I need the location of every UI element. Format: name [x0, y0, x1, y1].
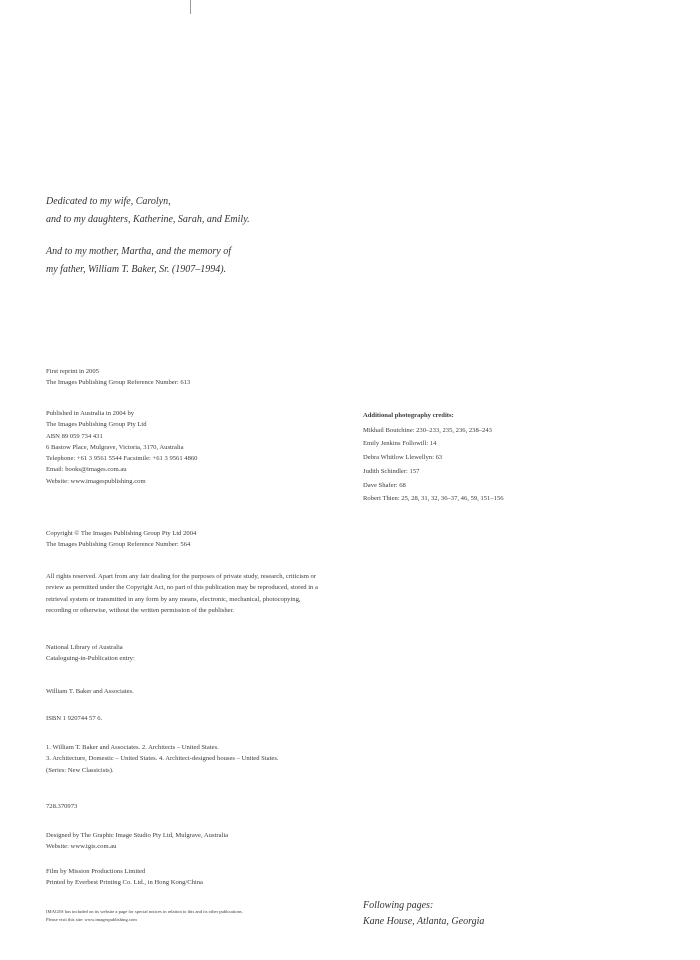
rights-statement — [46, 571, 366, 616]
text-line: All rights reserved. Apart from any fair dealing for the purposes of private study, research, criticism or — [46, 573, 317, 580]
design-credit — [46, 830, 366, 853]
copyright-info — [46, 528, 366, 551]
text-line: Website: www.imagespublishing.com — [46, 477, 146, 485]
website-notice — [46, 908, 366, 924]
text-line: review as permitted under the Copyright Act, no part of this publication may be reproduced, stored in a — [46, 584, 318, 592]
text-line: Designed by The Graphic Image Studio Pty Ltd, Mulgrave, Australia — [46, 832, 229, 839]
text-line: Printed by Everbest Printing Co. Ltd., in Hong Kong/China — [46, 879, 203, 887]
text-line: 728.370973 — [46, 803, 78, 810]
text-line: 6 Bastow Place, Mulgrave, Victoria, 3170, Australia — [46, 443, 184, 451]
text-line: Film by Mission Productions Limited — [46, 868, 146, 875]
dedication-paragraph-2 — [46, 243, 346, 279]
text-line: retrieval system or transmitted in any form by any means, electronic, mechanical, photocopying, — [46, 595, 301, 603]
dedication-line: my father, William T. Baker, Sr. (1907–1994). — [46, 264, 227, 275]
publisher-info — [46, 408, 366, 487]
text-line: Published in Australia in 2004 by — [46, 410, 135, 417]
text-line: The Images Publishing Group Reference Number: 564 — [46, 541, 191, 549]
text-line: Telephone: +61 3 9561 5544 Facsimile: +61 3 9561 4860 — [46, 455, 198, 463]
dedication-line: Dedicated to my wife, Carolyn, — [46, 196, 171, 207]
credit-item: Mikhail Boutchine: 230–233, 235, 236, 238–243 — [363, 426, 492, 434]
class-number — [46, 801, 366, 812]
isbn — [46, 713, 366, 724]
text-line: 1. William T. Baker and Associates. 2. Architects – United States. — [46, 744, 219, 751]
subject-headings — [46, 742, 366, 776]
photo-credits — [363, 409, 663, 506]
print-credit — [46, 866, 366, 889]
text-line: Cataloguing-in-Publication entry: — [46, 655, 135, 663]
text-line: recording or otherwise, without the written permission of the publisher. — [46, 606, 235, 614]
text-line: 3. Architecture, Domestic – United States. 4. Architect-designed houses – United States. — [46, 755, 279, 763]
author-entry — [46, 686, 366, 697]
text-line: First reprint in 2005 — [46, 368, 99, 375]
dedication-paragraph-1 — [46, 193, 346, 229]
text-line: Email: books@images.com.au — [46, 466, 127, 474]
credit-item: Judith Schindler: 157 — [363, 467, 420, 475]
dedication-line: and to my daughters, Katherine, Sarah, and Emily. — [46, 214, 250, 225]
dedication-line: And to my mother, Martha, and the memory of — [46, 246, 231, 257]
text-line: National Library of Australia — [46, 644, 123, 651]
photo-credits-heading: Additional photography credits: — [363, 412, 454, 419]
library-entry — [46, 642, 366, 665]
crop-mark — [190, 0, 191, 14]
caption-line: Following pages: — [363, 900, 434, 911]
text-line: ABN 89 059 734 431 — [46, 432, 103, 440]
text-line: (Series: New Classicists). — [46, 766, 114, 774]
text-line: William T. Baker and Associates. — [46, 688, 134, 695]
text-line: IMAGES has included on its website a page for special notices in relation to this and its other publications. — [46, 909, 243, 914]
text-line: Website: www.tgis.com.au — [46, 843, 117, 851]
caption-line: Kane House, Atlanta, Georgia — [363, 916, 485, 927]
reprint-info — [46, 366, 366, 389]
text-line: Copyright © The Images Publishing Group Pty Ltd 2004 — [46, 530, 197, 537]
text-line: The Images Publishing Group Reference Number: 613 — [46, 379, 191, 387]
following-pages-caption — [363, 898, 663, 930]
credit-item: Robert Thien: 25, 28, 31, 32, 36–37, 46, 59, 151–156 — [363, 495, 504, 503]
dedication — [46, 193, 346, 293]
text-line: ISBN 1 920744 57 6. — [46, 715, 103, 722]
text-line: Please visit this site: www.imagespublishing.com — [46, 917, 137, 922]
credit-item: Dave Shafer: 68 — [363, 481, 406, 489]
credit-item: Debra Whitlow Llewellyn: 63 — [363, 454, 443, 462]
credit-item: Emily Jenkins Followill: 14 — [363, 440, 437, 448]
text-line: The Images Publishing Group Pty Ltd — [46, 421, 147, 429]
